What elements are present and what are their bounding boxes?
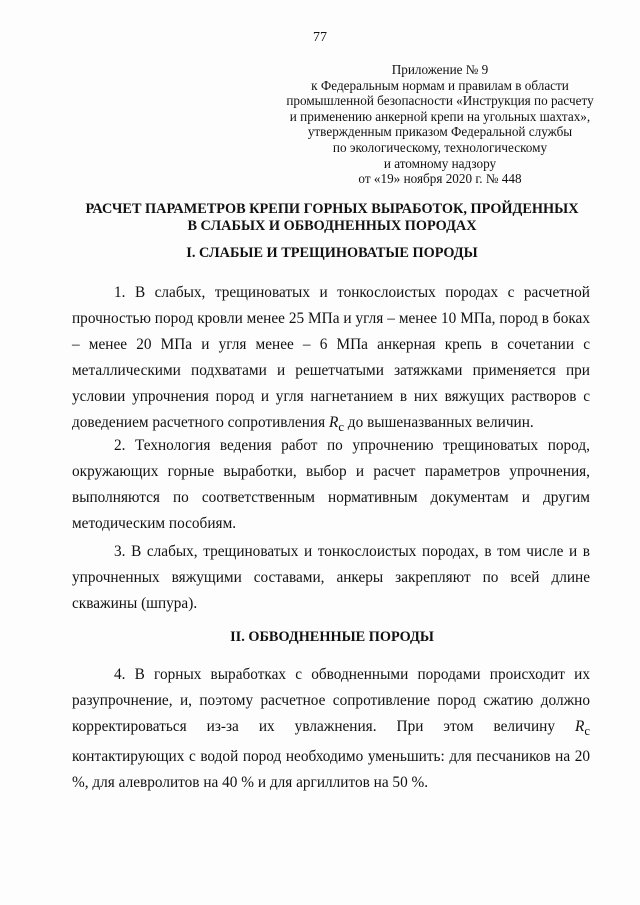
paragraph-4-tail: контактирующих с водой пород необходимо уменьшить: для песчаников на 20 %, для алевролитов на 40 % и для аргиллитов на 50 %. bbox=[72, 748, 590, 792]
appendix-line: промышленной безопасности «Инструкция по расчету bbox=[286, 93, 594, 109]
rc-subscript: с bbox=[338, 420, 344, 435]
paragraph-1-tail: до вышеназванных величин. bbox=[343, 414, 534, 431]
appendix-line: и атомному надзору bbox=[383, 155, 497, 171]
appendix-header bbox=[270, 62, 610, 187]
paragraph-1-text: 1. В слабых, трещиноватых и тонкослоистых породах с расчетной прочностью пород кровли менее 25 МПа и угля – менее 10 МПа, пород в боках – менее 20 МПа и угля менее – 6 МПа анкерная крепь в сочетании с металлическими подхватами и решетчатыми затяжками применяется при условии упрочнения пород и угля нагнетанием в них вяжущих растворов с доведением расчетного сопротивления bbox=[72, 284, 590, 431]
page-number: 77 bbox=[313, 30, 327, 45]
section-heading-watered-rocks: II. ОБВОДНЕННЫЕ ПОРОДЫ bbox=[230, 629, 434, 645]
appendix-line: к Федеральным нормам и правилам в области bbox=[311, 77, 569, 93]
rc-symbol: R bbox=[574, 718, 585, 735]
appendix-line: Приложение № 9 bbox=[391, 62, 489, 77]
title-line-2: В СЛАБЫХ И ОБВОДНЕННЫХ ПОРОДАХ bbox=[187, 217, 477, 234]
appendix-line: и применению анкерной крепи на угольных шахтах», bbox=[289, 108, 591, 124]
document-title bbox=[70, 201, 594, 234]
paragraph-2: 2. Технология ведения работ по упрочнению трещиноватых пород, окружающих горные выработки, выбор и расчет параметров упрочнения, выполняются по соответственным нормативным документам и другим методическим пособиям. bbox=[72, 437, 590, 532]
paragraph-3: 3. В слабых, трещиноватых и тонкослоистых породах, в том числе и в упрочненных вяжущими составами, анкеры закрепляют по всей длине скважины (шпура). bbox=[72, 543, 590, 612]
title-line-1: РАСЧЕТ ПАРАМЕТРОВ КРЕПИ ГОРНЫХ ВЫРАБОТОК, ПРОЙДЕННЫХ bbox=[85, 201, 579, 217]
paragraph-4-text: 4. В горных выработках с обводненными породами происходит их разупрочнение, и, поэтому расчетное сопротивление пород сжатию должно корректироваться из-за их увлажнения. При этом величину bbox=[72, 666, 590, 735]
rc-subscript: с bbox=[584, 724, 590, 739]
section-heading-weak-rocks: I. СЛАБЫЕ И ТРЕЩИНОВАТЫЕ ПОРОДЫ bbox=[186, 245, 478, 261]
paragraph-4 bbox=[72, 662, 590, 796]
rc-symbol: R bbox=[328, 414, 339, 431]
paragraph-1 bbox=[72, 280, 590, 440]
appendix-line: от «19» ноября 2020 г. № 448 bbox=[358, 171, 522, 187]
appendix-line: по экологическому, технологическому bbox=[332, 139, 548, 155]
appendix-line: утвержденным приказом Федеральной службы bbox=[307, 124, 573, 140]
